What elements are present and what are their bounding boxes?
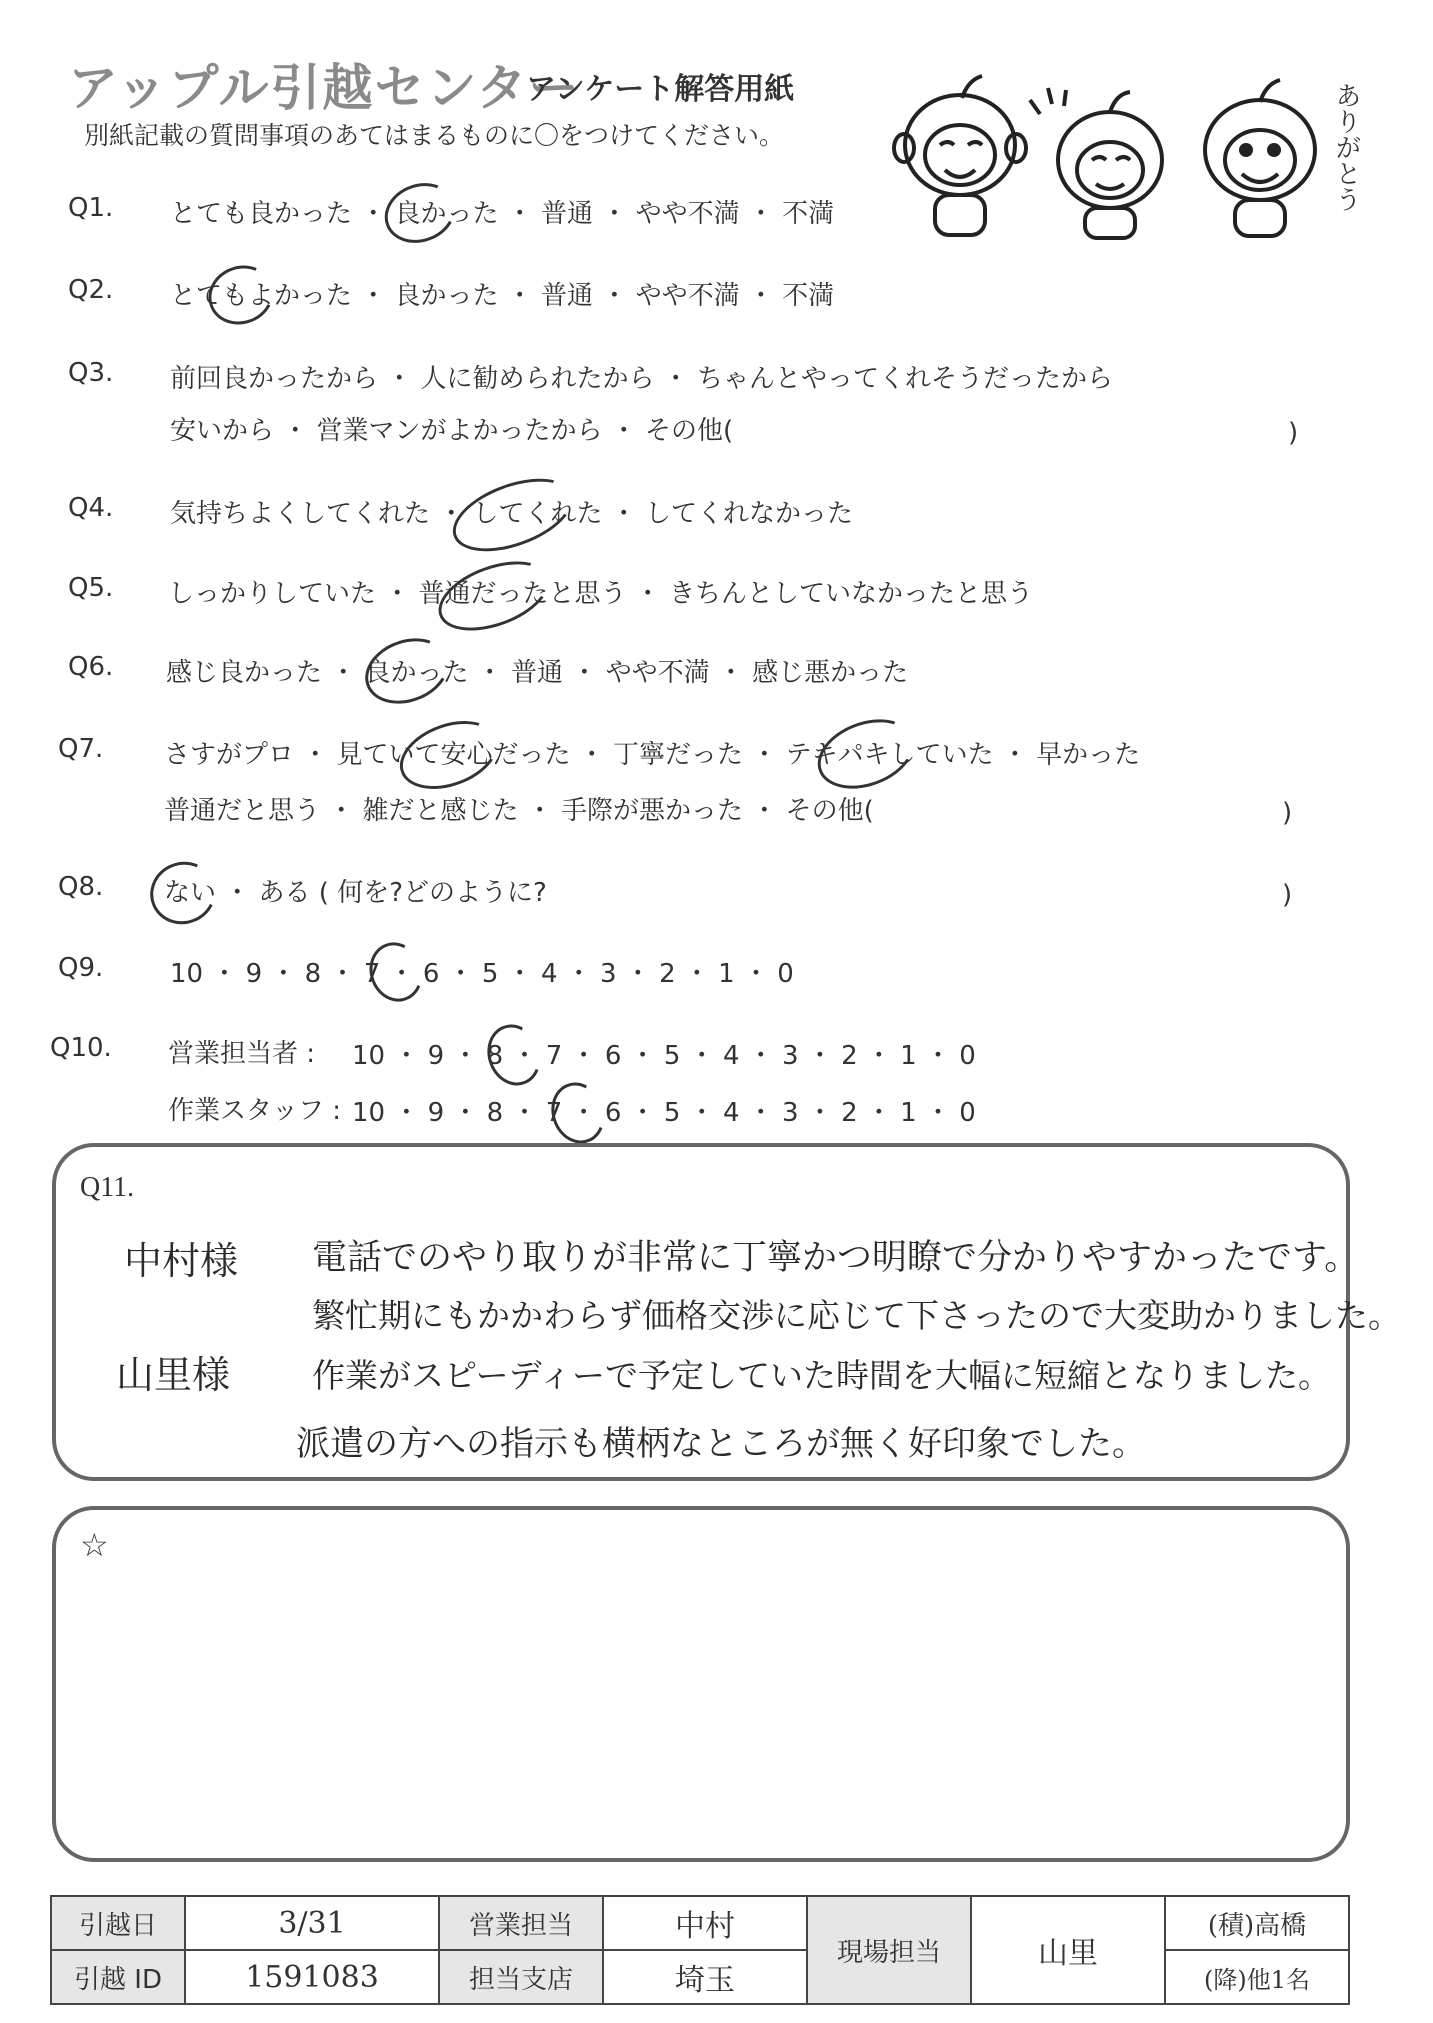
star-icon: ☆ bbox=[80, 1526, 109, 1564]
q10-sales-options[interactable]: 10 ・ 9 ・ 8 ・ 7 ・ 6 ・ 5 ・ 4 ・ 3 ・ 2 ・ 1 ・ 0 bbox=[352, 1041, 976, 1071]
q10-staff-label: 作業スタッフ : bbox=[168, 1096, 342, 1126]
instruction-text: 別紙記載の質問事項のあてはまるものに〇をつけてください。 bbox=[84, 121, 785, 150]
branch-label: 担当支店 bbox=[439, 1950, 603, 2004]
q8-close-paren: ) bbox=[1282, 880, 1293, 910]
q11-name-nakamura: 中村様 bbox=[124, 1239, 239, 1283]
q11-comment-line4: 派遣の方への指示も横柄なところが無く好印象でした。 bbox=[296, 1424, 1146, 1464]
q5-options[interactable]: しっかりしていた ・ 普通だったと思う ・ きちんとしていなかったと思う bbox=[168, 579, 1034, 609]
q3-options-line1[interactable]: 前回良かったから ・ 人に勧められたから ・ ちゃんとやってくれそうだったから bbox=[170, 364, 1114, 394]
footer-info-table bbox=[50, 1895, 1350, 2005]
move-id-value: 1591083 bbox=[185, 1950, 439, 2004]
q6-number: Q6. bbox=[68, 652, 114, 682]
q6-selected-circle bbox=[356, 627, 458, 715]
sales-rep-value: 中村 bbox=[603, 1896, 807, 1950]
q4-options[interactable]: 気持ちよくしてくれた ・ してくれた ・ してくれなかった bbox=[170, 499, 854, 529]
q7-number: Q7. bbox=[58, 734, 104, 764]
q1-options[interactable]: とても良かった ・ 良かった ・ 普通 ・ やや不満 ・ 不満 bbox=[170, 199, 835, 229]
q2-options[interactable]: とてもよかった ・ 良かった ・ 普通 ・ やや不満 ・ 不満 bbox=[170, 281, 835, 311]
sales-rep-label: 営業担当 bbox=[439, 1896, 603, 1950]
q11-name-yamazato: 山里様 bbox=[116, 1353, 231, 1397]
q8-number: Q8. bbox=[58, 872, 104, 902]
q11-comment-line1: 電話でのやり取りが非常に丁寧かつ明瞭で分かりやすかったです。 bbox=[312, 1238, 1360, 1278]
q11-comment-line3: 作業がスピーディーで予定していた時間を大幅に短縮となりました。 bbox=[312, 1356, 1332, 1395]
q9-options[interactable]: 10 ・ 9 ・ 8 ・ 7 ・ 6 ・ 5 ・ 4 ・ 3 ・ 2 ・ 1 ・ 0 bbox=[170, 959, 794, 989]
q1-selected-circle bbox=[376, 173, 463, 252]
q2-number: Q2. bbox=[68, 275, 114, 305]
q7-options-line2[interactable]: 普通だと思う ・ 雑だと感じた ・ 手際が悪かった ・ その他( bbox=[164, 796, 874, 826]
q11-comment-line2: 繁忙期にもかかわらず価格交渉に応じて下さったので大変助かりました。 bbox=[312, 1296, 1401, 1335]
q3-options-line2[interactable]: 安いから ・ 営業マンがよかったから ・ その他( bbox=[170, 416, 734, 446]
q10-staff-selected-circle bbox=[543, 1075, 613, 1151]
form-title: アンケート解答用紙 bbox=[526, 72, 795, 107]
q10-number: Q10. bbox=[50, 1033, 112, 1063]
q2-selected-circle bbox=[200, 256, 282, 333]
monkey-mascot-illustration bbox=[880, 60, 1360, 240]
company-title: アップル引越センター bbox=[68, 59, 581, 117]
q10-sales-label: 営業担当者 : bbox=[168, 1039, 316, 1069]
q11-label: Q11. bbox=[80, 1172, 135, 1203]
q5-number: Q5. bbox=[68, 573, 114, 603]
q4-number: Q4. bbox=[68, 493, 114, 523]
q7-selected-circle-tekipaki bbox=[808, 707, 924, 801]
site-rep-value-loading: (積)高橋 bbox=[1165, 1896, 1349, 1950]
site-rep-value-unloading: (降)他1名 bbox=[1165, 1950, 1349, 2004]
q1-number: Q1. bbox=[68, 193, 114, 223]
q5-selected-circle bbox=[429, 548, 559, 644]
q7-close-paren: ) bbox=[1282, 798, 1293, 828]
q8-selected-circle bbox=[141, 853, 224, 934]
q10-staff-options[interactable]: 10 ・ 9 ・ 8 ・ 7 ・ 6 ・ 5 ・ 4 ・ 3 ・ 2 ・ 1 ・ 0 bbox=[352, 1098, 976, 1128]
site-rep-label: 現場担当 bbox=[807, 1896, 971, 2004]
star-comment-panel bbox=[52, 1506, 1350, 1862]
q7-selected-circle-anshin bbox=[390, 708, 507, 801]
thanks-vertical-text: ありがとう bbox=[1331, 82, 1361, 212]
q7-options-line1[interactable]: さすがプロ ・ 見ていて安心だった ・ 丁寧だった ・ テキパキしていた ・ 早かった bbox=[164, 740, 1141, 770]
q4-selected-circle bbox=[443, 464, 583, 565]
q10-sales-selected-circle bbox=[479, 1017, 549, 1093]
q9-number: Q9. bbox=[58, 953, 104, 983]
q6-options[interactable]: 感じ良かった ・ 良かった ・ 普通 ・ やや不満 ・ 感じ悪かった bbox=[166, 658, 909, 688]
move-date-value: 3/31 bbox=[185, 1896, 439, 1950]
move-date-label: 引越日 bbox=[51, 1896, 185, 1950]
branch-value: 埼玉 bbox=[603, 1950, 807, 2004]
q3-number: Q3. bbox=[68, 358, 114, 388]
q8-options[interactable]: ない ・ ある ( 何を?どのように? bbox=[164, 878, 547, 908]
site-rep-value-primary: 山里 bbox=[971, 1896, 1165, 2004]
q3-close-paren: ) bbox=[1288, 418, 1299, 448]
q9-selected-circle bbox=[361, 935, 430, 1009]
move-id-label: 引越 ID bbox=[51, 1950, 185, 2004]
